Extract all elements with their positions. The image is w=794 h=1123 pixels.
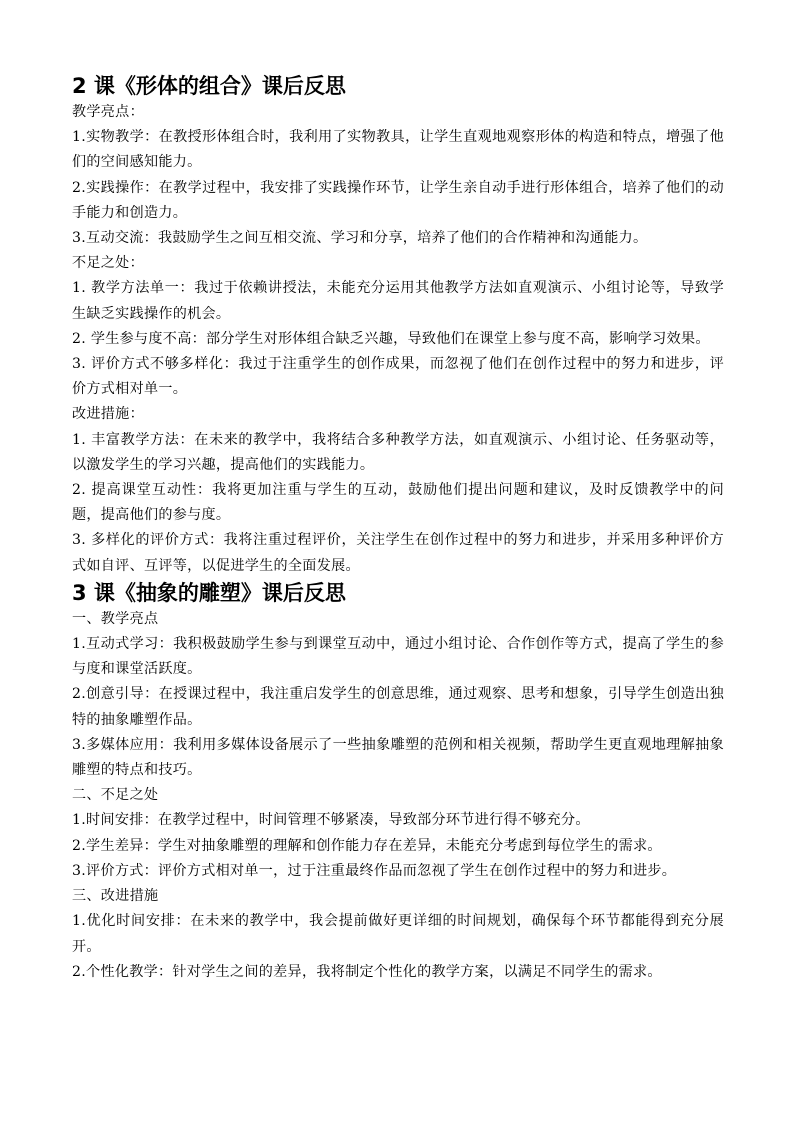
highlight-item: 2.创意引导：在授课过程中，我注重启发学生的创意思维，通过观察、思考和想象，引导学生创造出独特的抽象雕塑作品。 [72,686,724,728]
shortcomings-heading: 不足之处： [72,255,144,272]
highlights-heading: 教学亮点： [72,104,144,120]
improvements-heading: 三、改进措施 [72,888,159,905]
highlights-heading: 一、教学亮点 [72,610,159,627]
shortcoming-item: 3. 评价方式不够多样化：我过于注重学生的创作成果，而忽视了他们在创作过程中的努力和进步，评价方式相对单一。 [72,356,724,398]
shortcoming-item: 3.评价方式：评价方式相对单一，过于注重最终作品而忽视了学生在创作过程中的努力和进步。 [72,862,677,879]
highlight-item: 1.互动式学习：我积极鼓励学生参与到课堂互动中，通过小组讨论、合作创作等方式，提高了学生的参与度和课堂活跃度。 [72,636,724,678]
improvements-heading: 改进措施： [72,406,144,423]
shortcomings-heading: 二、不足之处 [72,787,159,804]
highlight-item: 2.实践操作：在教学过程中，我安排了实践操作环节，让学生亲自动手进行形体组合，培养了他们的动手能力和创造力。 [72,179,724,221]
improvement-item: 1.优化时间安排：在未来的教学中，我会提前做好更详细的时间规划，确保每个环节都能得到充分展开。 [72,913,724,955]
shortcoming-item: 2. 学生参与度不高：部分学生对形体组合缺乏兴趣，导致他们在课堂上参与度不高，影响学习效果。 [72,330,710,347]
section-title-lesson-3: 3 课《抽象的雕塑》课后反思 [72,580,346,605]
highlight-item: 3.多媒体应用：我利用多媒体设备展示了一些抽象雕塑的范例和相关视频，帮助学生更直观地理解抽象雕塑的特点和技巧。 [72,736,724,779]
shortcoming-item: 1.时间安排：在教学过程中，时间管理不够紧凑，导致部分环节进行得不够充分。 [72,812,590,829]
shortcoming-item: 2.学生差异：学生对抽象雕塑的理解和创作能力存在差异，未能充分考虑到每位学生的需求。 [72,837,662,854]
highlight-item: 3.互动交流：我鼓励学生之间互相交流、学习和分享，培养了他们的合作精神和沟通能力。 [72,230,648,247]
improvement-item: 2. 提高课堂互动性：我将更加注重与学生的互动，鼓励他们提出问题和建议，及时反馈教学中的问题，提高他们的参与度。 [72,482,724,524]
highlight-item: 1.实物教学：在教授形体组合时，我利用了实物教具，让学生直观地观察形体的构造和特点，增强了他们的空间感知能力。 [72,129,724,171]
improvement-item: 3. 多样化的评价方式：我将注重过程评价，关注学生在创作过程中的努力和进步，并采用多种评价方式如自评、互评等，以促进学生的全面发展。 [72,532,724,574]
improvement-item: 2.个性化教学：针对学生之间的差异，我将制定个性化的教学方案，以满足不同学生的需求。 [72,963,662,980]
page-content [72,72,724,985]
section-title-lesson-2: 2 课《形体的组合》课后反思 [72,74,346,98]
shortcoming-item: 1. 教学方法单一：我过于依赖讲授法，未能充分运用其他教学方法如直观演示、小组讨论等，导致学生缺乏实践操作的机会。 [72,280,724,322]
improvement-item: 1. 丰富教学方法：在未来的教学中，我将结合多种教学方法，如直观演示、小组讨论、任务驱动等，以激发学生的学习兴趣，提高他们的实践能力。 [72,431,724,473]
